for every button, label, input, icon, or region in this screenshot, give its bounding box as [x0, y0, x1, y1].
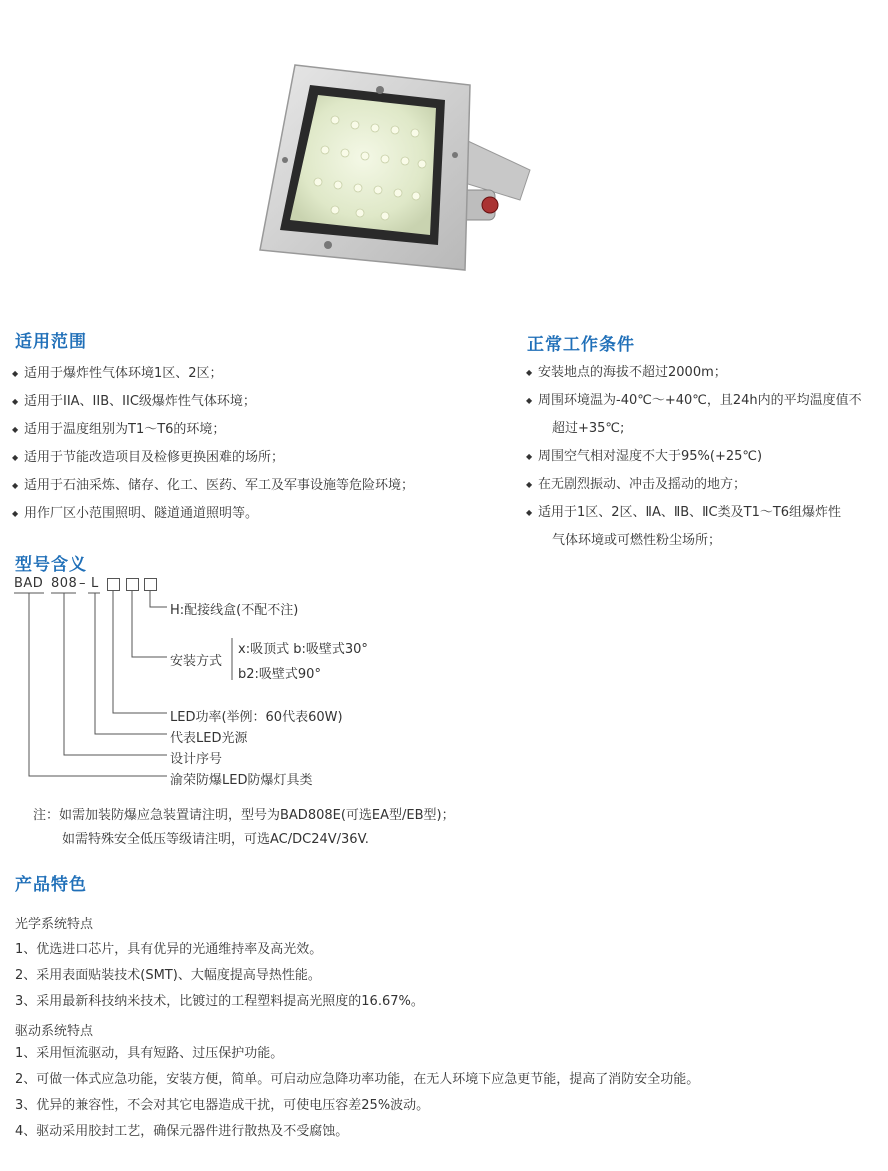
- model-diagram-lines: [0, 0, 420, 800]
- label-led-source: 代表LED光源: [170, 731, 248, 746]
- list-item: 4、驱动采用胶封工艺，确保元器件进行散热及不受腐蚀。: [15, 1124, 349, 1139]
- model-code-808: 808: [51, 576, 78, 591]
- label-category: 渝荣防爆LED防爆灯具类: [170, 773, 313, 788]
- list-item: 3、优异的兼容性，不会对其它电器造成干扰，可使电压容差25%波动。: [15, 1098, 430, 1113]
- item-text: 安装地点的海拔不超过2000m；: [538, 365, 727, 380]
- model-code-dash: –: [79, 576, 86, 591]
- optical-heading: 光学系统特点: [15, 917, 94, 932]
- model-code-bad: BAD: [14, 576, 44, 591]
- item-text: 周围环境温为-40℃～+40℃，且24h内的平均温度值不: [538, 393, 862, 408]
- list-item: [526, 387, 886, 443]
- model-meaning-title: 型号含义: [15, 555, 87, 575]
- model-note-2: 如需特殊安全低压等级请注明，可选AC/DC24V/36V.: [62, 832, 369, 847]
- list-item: [526, 499, 886, 555]
- list-item: 2、采用表面贴装技术(SMT)、大幅度提高导热性能。: [15, 968, 321, 983]
- label-x-b: x:吸顶式 b:吸壁式30°: [238, 642, 368, 657]
- drive-list: [15, 1041, 699, 1145]
- item-text: 在无剧烈振动、冲击及摇动的地方；: [538, 477, 747, 492]
- label-power: LED功率(举例：60代表60W): [170, 710, 343, 725]
- list-item: ◆ 适用于节能改造项目及检修更换困难的场所；: [12, 444, 414, 472]
- features-title: 产品特色: [15, 875, 87, 895]
- working-conditions-title: 正常工作条件: [527, 335, 635, 355]
- label-h: H:配接线盒(不配不注): [170, 603, 299, 618]
- label-b2: b2:吸壁式90°: [238, 667, 321, 682]
- list-item: ◆ 适用于爆炸性气体环境1区、2区；: [12, 360, 414, 388]
- working-conditions-list: [526, 359, 886, 555]
- item-text: 周围空气相对湿度不大于95%(+25℃): [538, 449, 763, 464]
- list-item: [526, 471, 886, 499]
- list-item: ◆ 适用于石油采炼、储存、化工、医药、军工及军事设施等危险环境；: [12, 472, 414, 500]
- list-item: ◆ 用作厂区小范围照明、隧道通道照明等。: [12, 500, 414, 528]
- item-text-cont: 超过+35℃;: [552, 421, 625, 436]
- list-item: 1、优选进口芯片，具有优异的光通维持率及高光效。: [15, 942, 323, 957]
- model-code-l: L: [91, 576, 99, 591]
- item-text-cont: 气体环境或可燃性粉尘场所；: [552, 533, 722, 548]
- list-item: ◆ 适用于温度组别为T1～T6的环境；: [12, 416, 414, 444]
- optical-list: [15, 937, 424, 1015]
- list-item: [526, 443, 886, 471]
- drive-heading: 驱动系统特点: [15, 1024, 94, 1039]
- item-text: 适用于1区、2区、ⅡA、ⅡB、ⅡC类及T1～T6组爆炸性: [538, 505, 842, 520]
- list-item: [526, 359, 886, 387]
- model-note-1: 注：如需加装防爆应急装置请注明，型号为BAD808E(可选EA型/EB型)；: [33, 808, 455, 823]
- list-item: 3、采用最新科技纳米技术，比镀过的工程塑料提高光照度的16.67%。: [15, 994, 424, 1009]
- applicable-range-title: 适用范围: [15, 332, 87, 352]
- list-item: ◆ 适用于IIA、IIB、IIC级爆炸性气体环境；: [12, 388, 414, 416]
- label-serial: 设计序号: [170, 752, 223, 767]
- label-install-method: 安装方式: [170, 654, 223, 669]
- list-item: 2、可做一体式应急功能，安装方便，简单。可启动应急降功率功能，在无人环境下应急更节能，提高了消防安全功能。: [15, 1072, 700, 1087]
- list-item: 1、采用恒流驱动，具有短路、过压保护功能。: [15, 1046, 284, 1061]
